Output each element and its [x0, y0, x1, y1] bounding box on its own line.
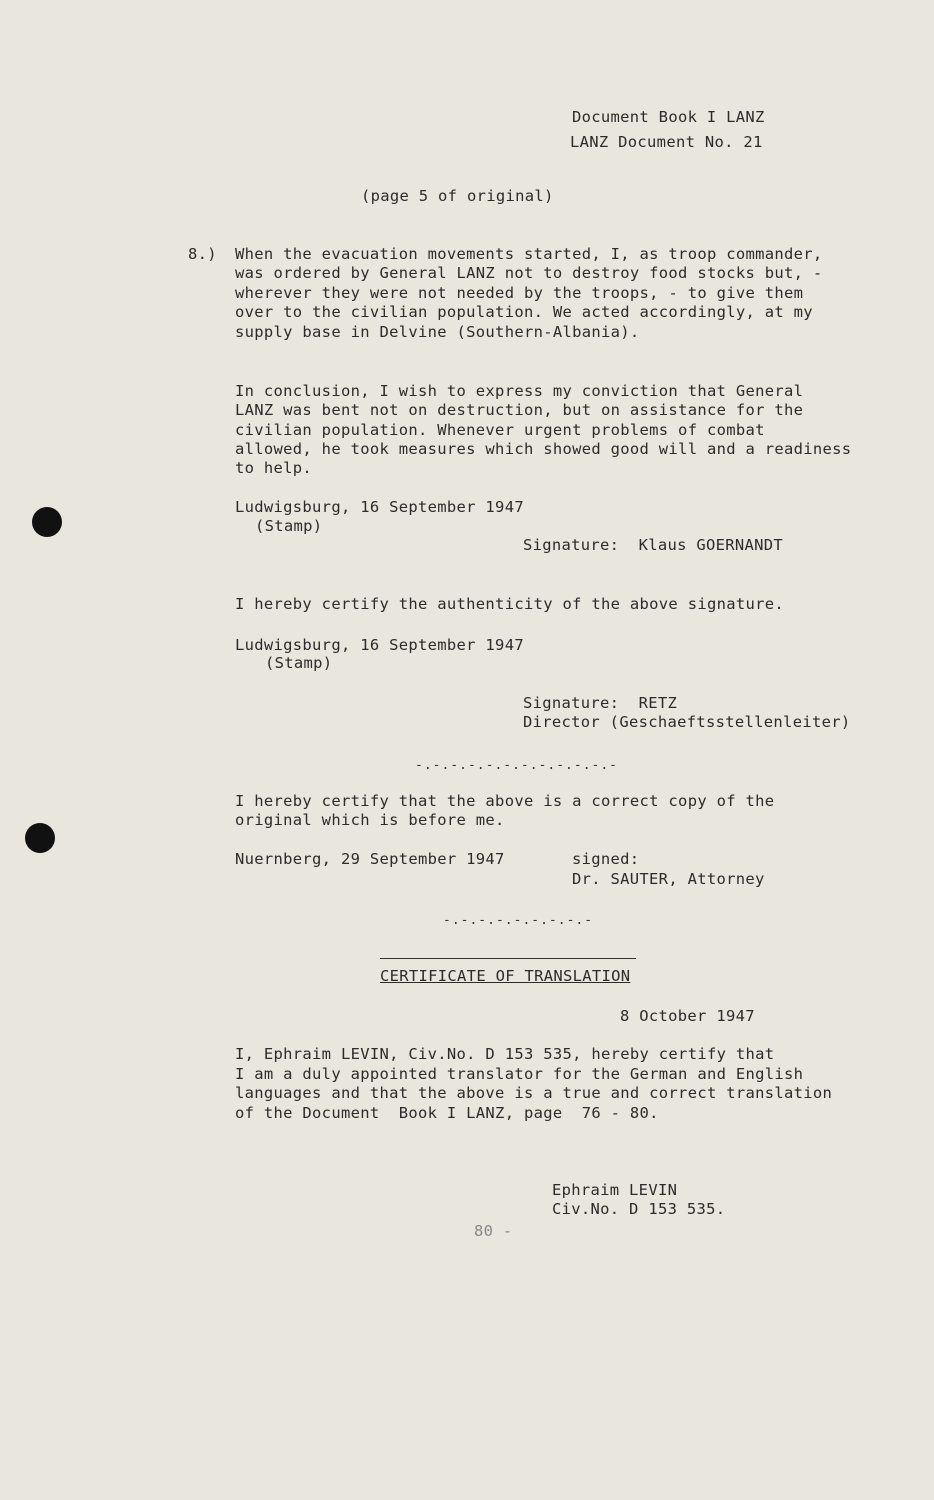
punch-hole: [25, 823, 55, 853]
paragraph-line: languages and that the above is a true and correct translation: [235, 1084, 833, 1102]
page-reference: (page 5 of original): [361, 187, 554, 205]
paragraph-line: civilian population. Whenever urgent problems of combat: [235, 421, 765, 439]
translation-date: 8 October 1947: [620, 1007, 755, 1025]
paragraph-number: 8.): [188, 245, 217, 263]
paragraph-line: I, Ephraim LEVIN, Civ.No. D 153 535, hereby certify that: [235, 1045, 775, 1063]
translator-civ-number: Civ.No. D 153 535.: [552, 1200, 726, 1218]
place-date: Ludwigsburg, 16 September 1947: [235, 498, 524, 516]
paragraph-line: allowed, he took measures which showed good will and a readiness: [235, 440, 852, 458]
attorney-name: Dr. SAUTER, Attorney: [572, 870, 765, 888]
horizontal-rule: [380, 958, 636, 959]
signature-line: Signature: Klaus GOERNANDT: [523, 536, 784, 554]
paragraph-line: to help.: [235, 459, 313, 477]
paragraph-line: LANZ was bent not on destruction, but on assistance for the: [235, 401, 804, 419]
paragraph-line: I hereby certify that the above is a correct copy of the: [235, 792, 775, 810]
header-doc-book: Document Book I LANZ: [572, 108, 765, 126]
separator-dashes: -.-.-.-.-.-.-.-.-.-.-.-: [415, 758, 619, 773]
paragraph-line: over to the civilian population. We acted accordingly, at my: [235, 303, 813, 321]
punch-hole: [32, 507, 62, 537]
paragraph-line: original which is before me.: [235, 811, 505, 829]
place-date: Ludwigsburg, 16 September 1947: [235, 636, 524, 654]
place-date: Nuernberg, 29 September 1947: [235, 850, 505, 868]
signature-line: Signature: RETZ: [523, 694, 678, 712]
header-doc-number: LANZ Document No. 21: [570, 133, 763, 151]
paragraph-line: was ordered by General LANZ not to destroy food stocks but, -: [235, 264, 823, 282]
translator-name: Ephraim LEVIN: [552, 1181, 678, 1199]
signed-label: signed:: [572, 850, 640, 868]
paragraph-line: I am a duly appointed translator for the German and English: [235, 1065, 804, 1083]
page-number: 80 -: [474, 1222, 513, 1240]
separator-dashes: -.-.-.-.-.-.-.-.-: [443, 913, 594, 928]
certificate-heading: CERTIFICATE OF TRANSLATION: [380, 967, 631, 985]
stamp-label: (Stamp): [255, 517, 323, 535]
paragraph-line: supply base in Delvine (Southern-Albania).: [235, 323, 640, 341]
paragraph-line: of the Document Book I LANZ, page 76 - 80.: [235, 1104, 659, 1122]
paragraph-line: wherever they were not needed by the troops, - to give them: [235, 284, 804, 302]
paragraph-line: In conclusion, I wish to express my conviction that General: [235, 382, 804, 400]
certification-statement: I hereby certify the authenticity of the above signature.: [235, 595, 785, 613]
paragraph-line: When the evacuation movements started, I, as troop commander,: [235, 245, 823, 263]
stamp-label: (Stamp): [265, 654, 333, 672]
signer-title: Director (Geschaeftsstellenleiter): [523, 713, 851, 731]
